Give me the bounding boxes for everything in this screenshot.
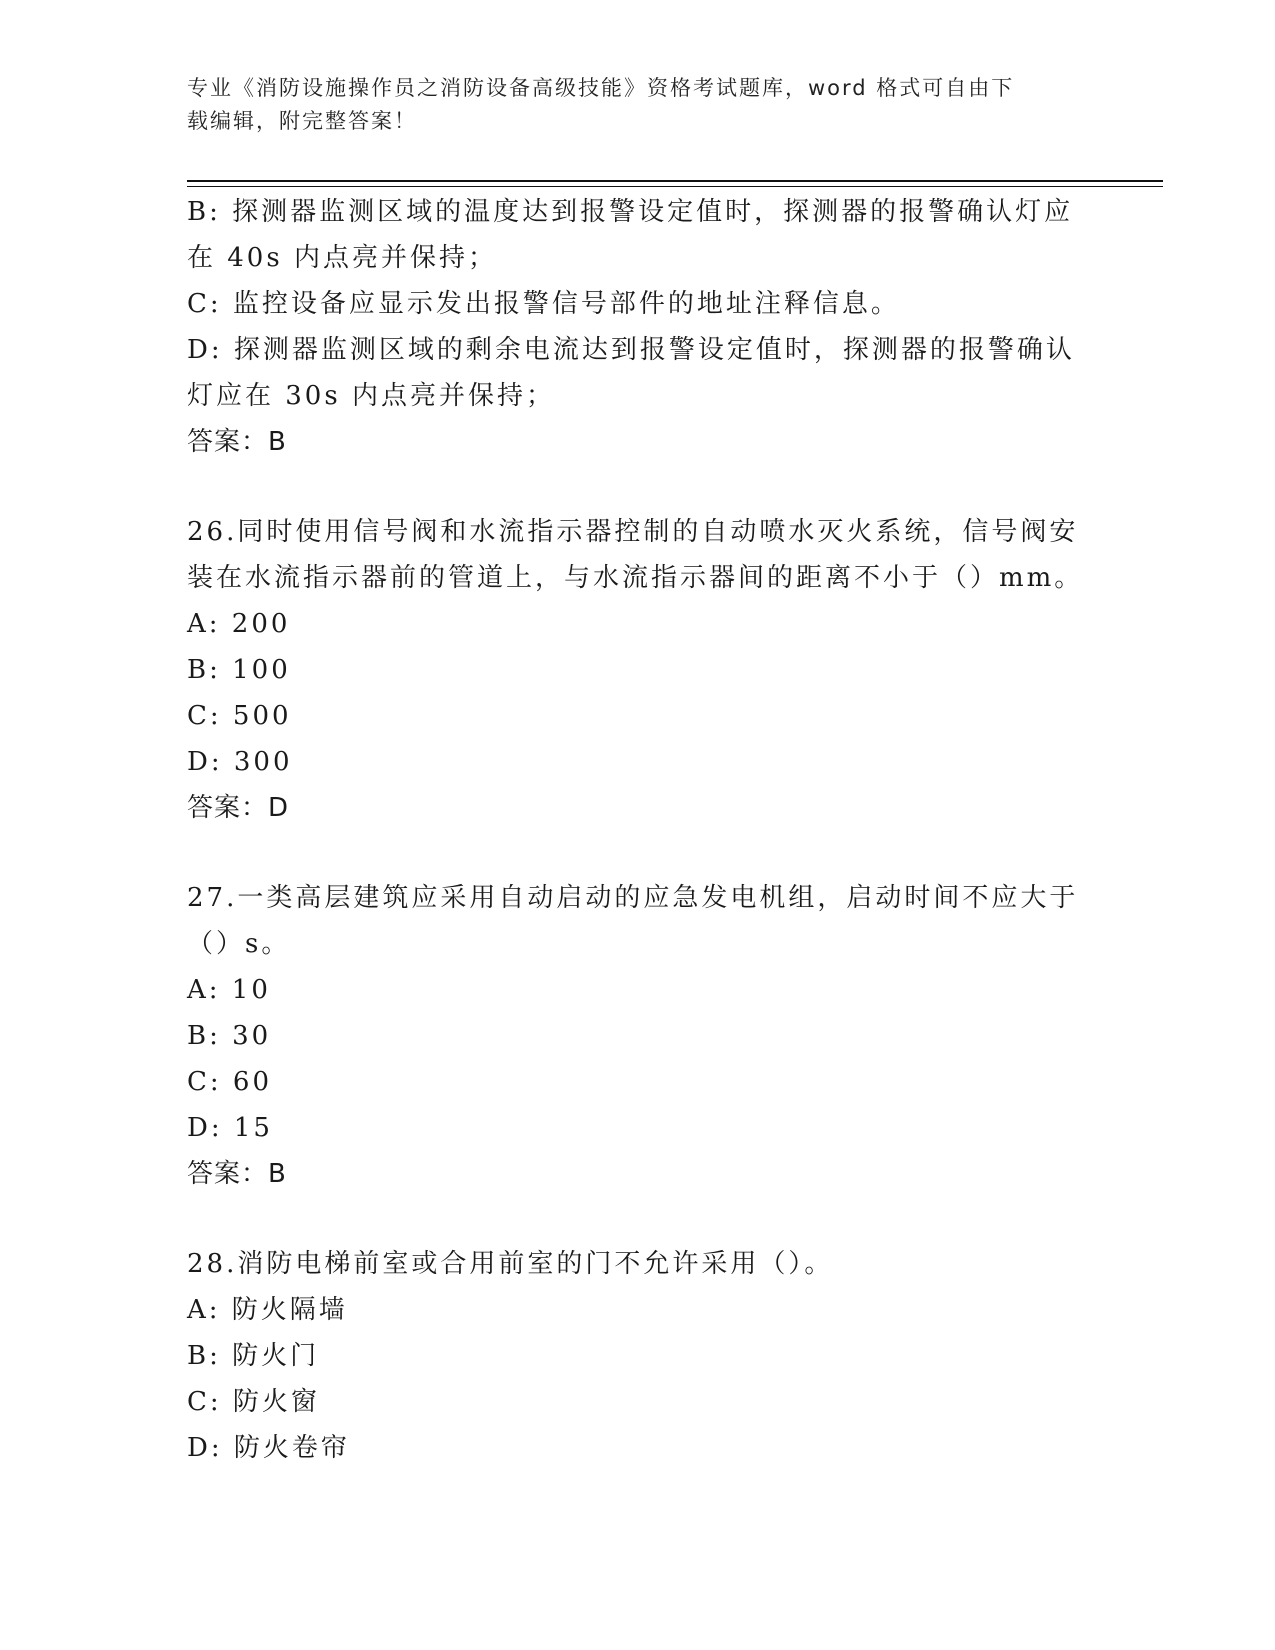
question-gap <box>187 831 1087 875</box>
question-stem: 28.消防电梯前室或合用前室的门不允许采用（）。 <box>187 1249 834 1279</box>
option-b-continued: 在 40s 内点亮并保持； <box>187 243 497 273</box>
question-stem-continued: 装在水流指示器前的管道上，与水流指示器间的距离不小于（）mm。 <box>187 563 1084 593</box>
question-content <box>187 189 1087 1471</box>
question-gap <box>187 1197 1087 1241</box>
header-rule-thick <box>187 180 1163 182</box>
option-c: C: 500 <box>187 701 292 731</box>
option-a: A: 10 <box>187 975 271 1005</box>
option-b: B: 防火门 <box>187 1341 320 1371</box>
question-stem: 26.同时使用信号阀和水流指示器控制的自动喷水灭火系统，信号阀安 <box>187 517 1079 547</box>
option-a: A: 200 <box>187 609 291 639</box>
option-c: C: 60 <box>187 1067 273 1097</box>
question-stem-continued: （）s。 <box>187 929 291 959</box>
option-a: A: 防火隔墙 <box>187 1295 348 1325</box>
question-25-continued <box>187 189 1087 465</box>
question-27 <box>187 875 1087 1197</box>
header-line-1: 专业《消防设施操作员之消防设备高级技能》资格考试题库，word 格式可自由下 <box>187 76 1015 100</box>
option-d: D: 15 <box>187 1113 273 1143</box>
answer-label: 答案：D <box>187 793 290 823</box>
option-c: C: 监控设备应显示发出报警信号部件的地址注释信息。 <box>187 289 900 319</box>
answer-label: 答案：B <box>187 427 287 457</box>
header-line-2: 载编辑，附完整答案！ <box>187 109 417 133</box>
option-b: B: 100 <box>187 655 291 685</box>
header-rule-thin <box>187 186 1163 187</box>
option-d-continued: 灯应在 30s 内点亮并保持； <box>187 381 555 411</box>
option-d: D: 防火卷帘 <box>187 1433 350 1463</box>
option-d: D: 探测器监测区域的剩余电流达到报警设定值时，探测器的报警确认 <box>187 335 1075 365</box>
document-header <box>187 72 1087 138</box>
option-b: B: 30 <box>187 1021 272 1051</box>
answer-label: 答案：B <box>187 1159 287 1189</box>
option-c: C: 防火窗 <box>187 1387 320 1417</box>
option-b: B: 探测器监测区域的温度达到报警设定值时，探测器的报警确认灯应 <box>187 197 1074 227</box>
question-gap <box>187 465 1087 509</box>
question-28 <box>187 1241 1087 1471</box>
question-26 <box>187 509 1087 831</box>
option-d: D: 300 <box>187 747 293 777</box>
question-stem: 27.一类高层建筑应采用自动启动的应急发电机组，启动时间不应大于 <box>187 883 1079 913</box>
